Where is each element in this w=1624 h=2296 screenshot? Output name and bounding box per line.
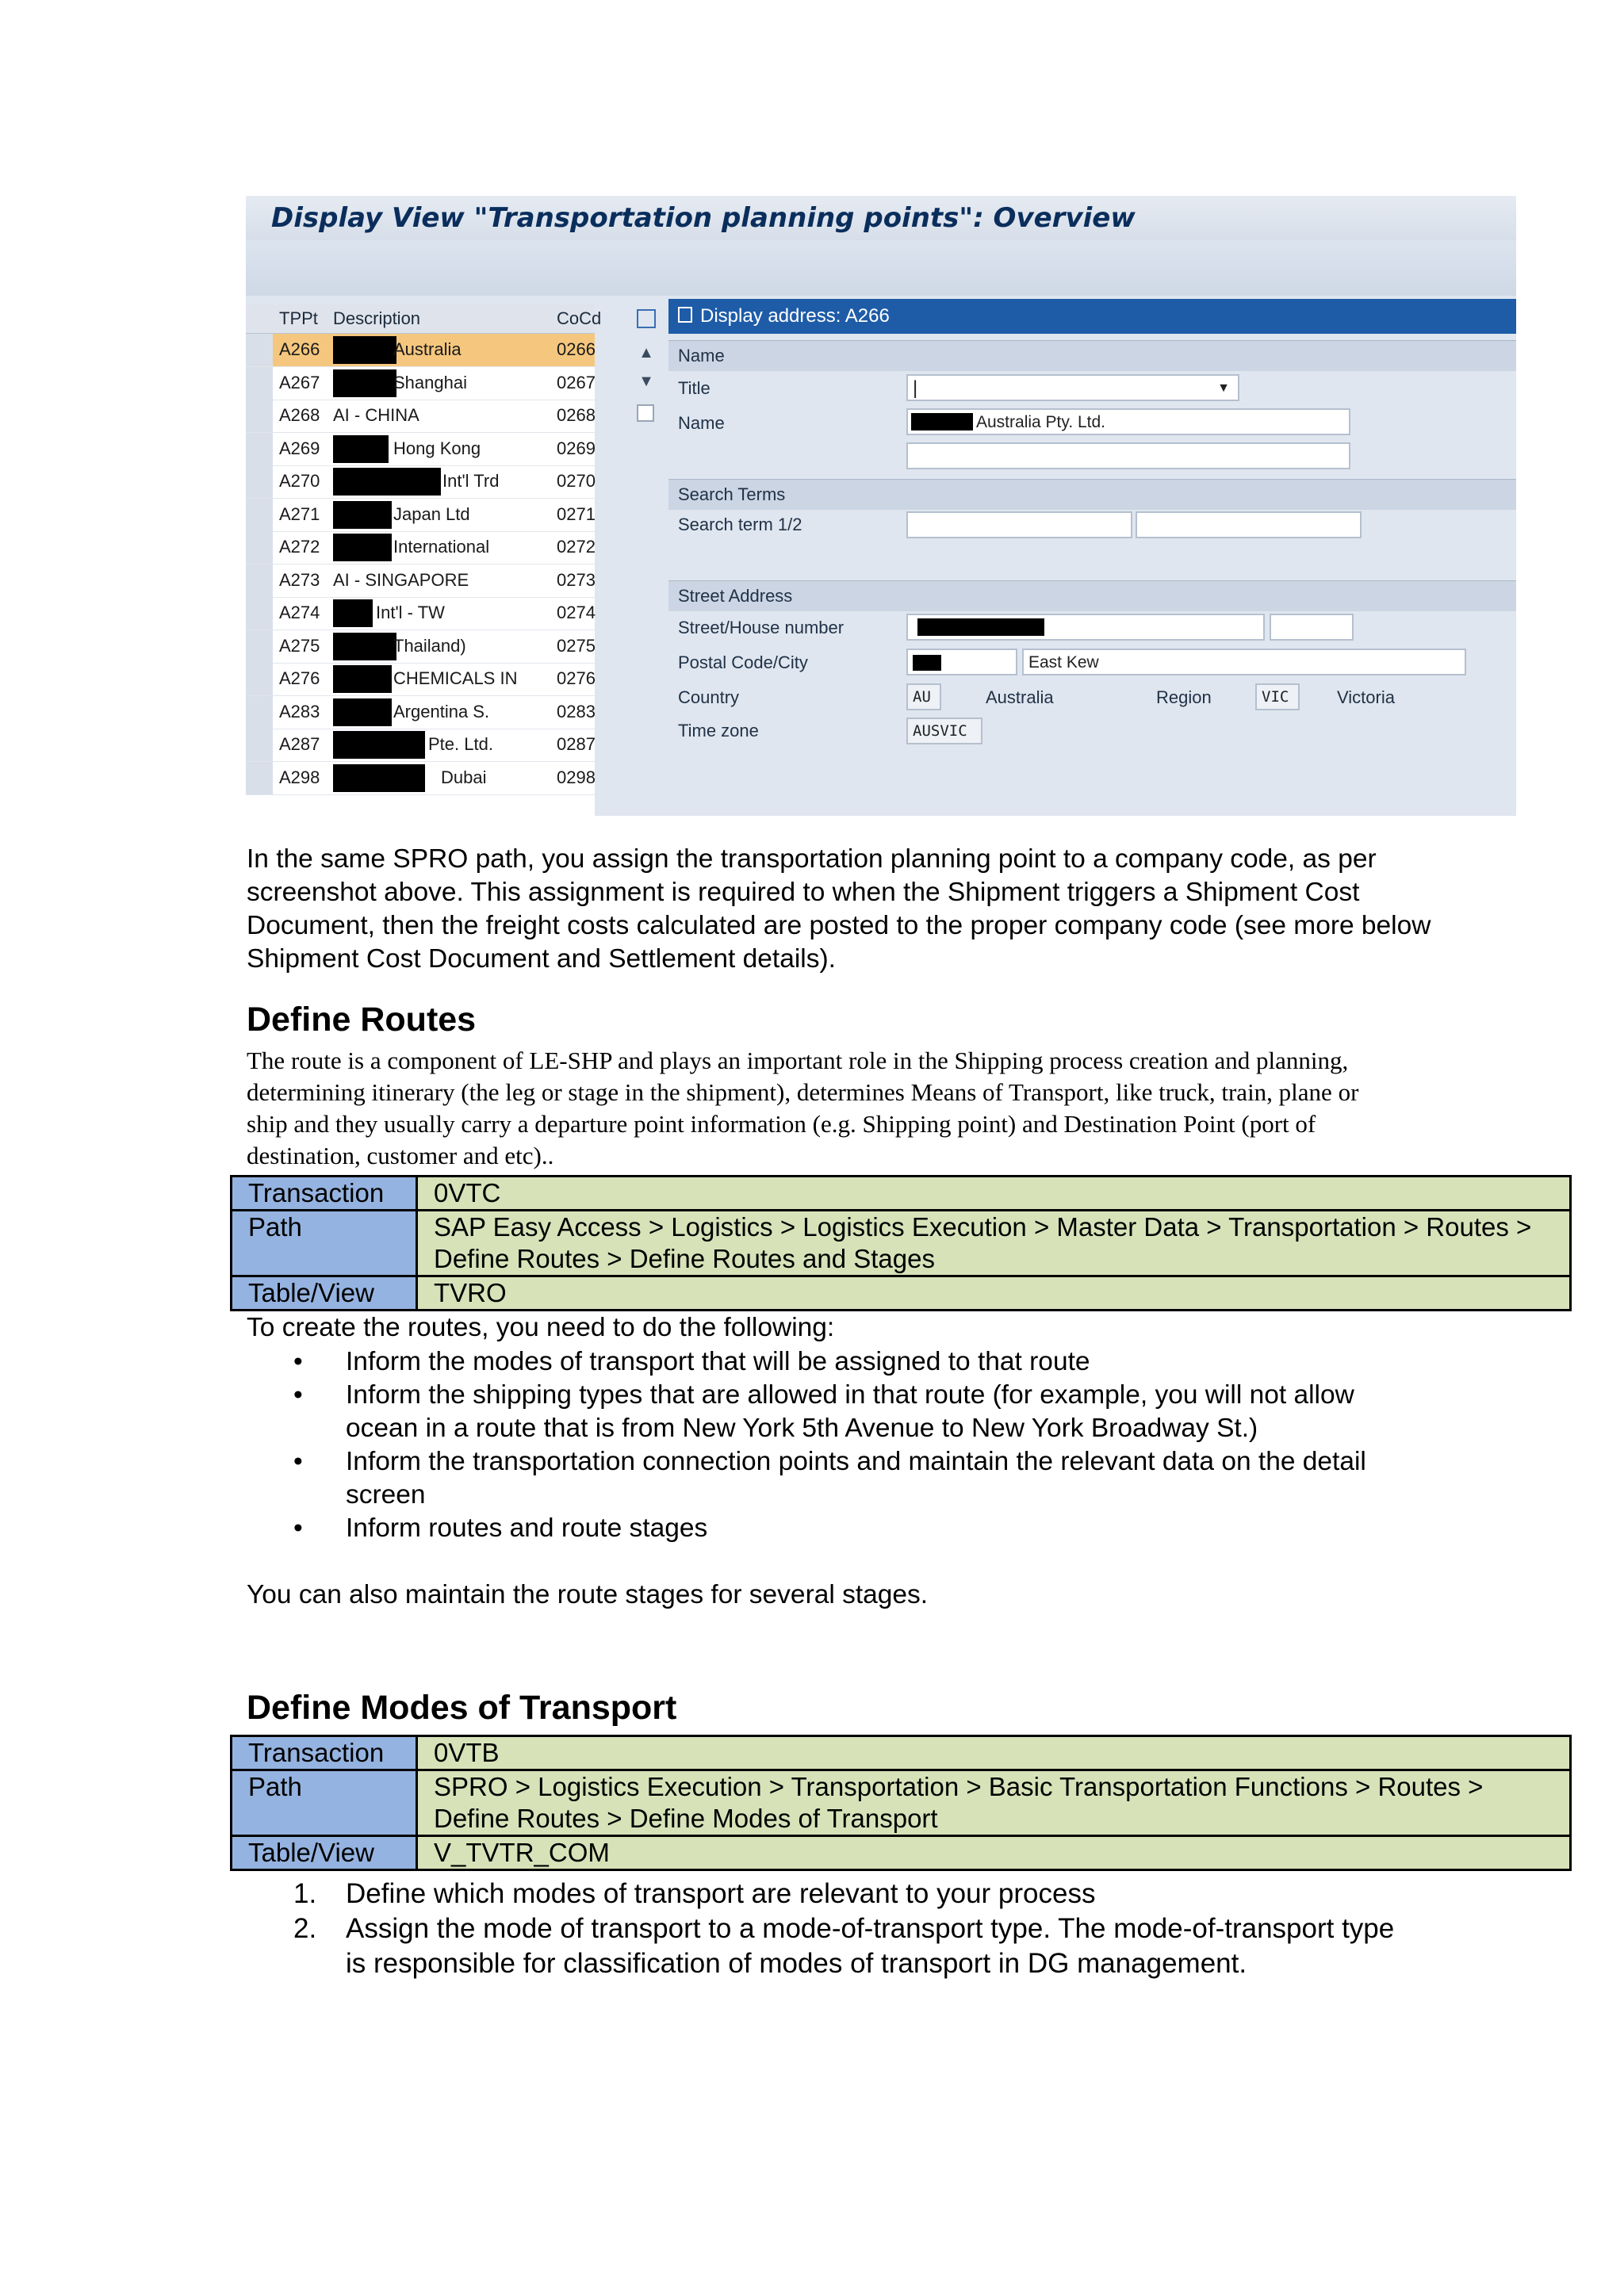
table-row[interactable]: [246, 663, 595, 696]
cell-tppt: A298: [279, 767, 320, 787]
cell-cocd: 0276: [557, 668, 596, 688]
cell-description: Pte. Ltd.: [428, 734, 493, 754]
transaction-value: 0VTC: [417, 1177, 1571, 1211]
step-number: 1.: [293, 1878, 317, 1909]
cell-cocd: 0272: [557, 537, 596, 557]
table-settings-column: [630, 304, 662, 816]
cell-description: Int'l - TW: [376, 603, 445, 622]
cell-cocd: 0275: [557, 635, 596, 656]
cell-cocd: 0269: [557, 438, 596, 458]
country-label: Country: [678, 687, 740, 707]
step-text: Assign the mode of transport to a mode-of-transport type. The mode-of-transport type is responsible for classification of modes of transport in DG management.: [346, 1913, 1395, 1979]
routes-heading: Define Routes: [247, 1001, 477, 1039]
table-row: [232, 1736, 1571, 1770]
cell-cocd: 0283: [557, 701, 596, 721]
table-row[interactable]: [246, 531, 595, 564]
table-header: [246, 304, 602, 334]
search-section: [668, 479, 1516, 510]
table-row: [232, 1177, 1571, 1211]
modes-heading: Define Modes of Transport: [247, 1689, 677, 1727]
transaction-label: Transaction: [232, 1177, 417, 1211]
path-label: Path: [232, 1770, 417, 1836]
redaction-block: [333, 369, 396, 397]
country-code: AU: [913, 688, 931, 706]
cell-tppt: A271: [279, 503, 320, 524]
chevron-down-icon[interactable]: ▼: [1217, 381, 1230, 395]
address-panel-header: [668, 299, 1516, 334]
list-item: • Inform the shipping types that are allowed in that route (for example, you will not allow ocean in a route that is from New York 5th Avenue to New York Broadway St.): [293, 1379, 1404, 1445]
name-section: [668, 340, 1516, 371]
list-item: • Inform the modes of transport that will be assigned to that route: [293, 1345, 1404, 1379]
cell-description: Hong Kong: [393, 438, 481, 458]
redaction-block: [333, 599, 373, 627]
row-selector[interactable]: [246, 762, 273, 794]
col-header-description[interactable]: Description: [333, 308, 421, 328]
routes-info-table: [230, 1175, 1572, 1311]
street-section: [668, 580, 1516, 611]
table-row[interactable]: [246, 334, 595, 367]
cell-description: Argentina S.: [393, 701, 490, 721]
row-selector[interactable]: [246, 367, 273, 400]
street-label: Street/House number: [678, 618, 845, 637]
cell-cocd: 0270: [557, 471, 596, 491]
city-value: East Kew: [1028, 653, 1099, 672]
name-label: Name: [678, 413, 725, 433]
row-selector[interactable]: [246, 531, 273, 564]
redaction-block: [333, 435, 389, 463]
cell-cocd: 0298: [557, 767, 596, 787]
cell-description: AI - CHINA: [333, 405, 419, 425]
table-row[interactable]: [246, 367, 595, 400]
redaction-block: [333, 731, 425, 759]
title-dropdown[interactable]: | ▼: [906, 374, 1239, 401]
name-field-2[interactable]: [906, 442, 1350, 469]
region-label: Region: [1156, 687, 1212, 707]
address-panel: [668, 299, 1516, 816]
search-term-label: Search term 1/2: [678, 515, 802, 534]
cell-cocd: 0267: [557, 372, 596, 392]
table-row[interactable]: [246, 499, 595, 532]
list-item: • Inform the transportation connection points and maintain the relevant data on the detail screen: [293, 1445, 1404, 1512]
path-value: SAP Easy Access > Logistics > Logistics Execution > Master Data > Transportation > Routes > Define Routes > Define Routes and Stages: [417, 1211, 1571, 1276]
row-selector[interactable]: [246, 400, 273, 432]
transaction-value: 0VTB: [417, 1736, 1571, 1770]
path-label: Path: [232, 1211, 417, 1276]
table-view-label: Table/View: [232, 1836, 417, 1870]
name-field[interactable]: [906, 408, 1350, 435]
street-section-label: Street Address: [678, 586, 793, 606]
row-selector[interactable]: [246, 663, 273, 695]
list-item: • Inform routes and route stages: [293, 1512, 1404, 1545]
table-row: [232, 1770, 1571, 1836]
city-field[interactable]: [1022, 649, 1466, 675]
cell-description: International: [393, 537, 490, 557]
cell-tppt: A272: [279, 537, 320, 557]
cell-tppt: A270: [279, 471, 320, 491]
redaction-block: [333, 698, 392, 726]
list-item: [293, 1911, 1404, 1981]
table-view-value: V_TVTR_COM: [417, 1836, 1571, 1870]
cell-tppt: A274: [279, 603, 320, 622]
cell-description: Japan Ltd: [393, 503, 470, 524]
cell-cocd: 0268: [557, 405, 596, 425]
table-settings-icon[interactable]: [637, 309, 656, 328]
cell-cocd: 0271: [557, 503, 596, 524]
table-view-value: TVRO: [417, 1276, 1571, 1311]
cell-tppt: A283: [279, 701, 320, 721]
cell-tppt: A269: [279, 438, 320, 458]
table-row[interactable]: [246, 433, 595, 466]
cell-description: Int'l Trd: [442, 471, 500, 491]
redaction-block: [333, 665, 392, 693]
list-item: [293, 1877, 1404, 1911]
row-selector[interactable]: [246, 334, 273, 366]
table-row[interactable]: [246, 696, 595, 729]
scrollbar-thumb[interactable]: [637, 404, 654, 422]
table-row: [232, 1836, 1571, 1870]
routes-description: The route is a component of LE-SHP and plays an important role in the Shipping process creation and planning, determining itinerary (the leg or stage in the shipment), determines Means of Transport, like truck, train, plane or ship and they usually carry a departure point information (e.g. Shipping point) and Destination Point (port of destination, customer and etc)..: [247, 1047, 1359, 1169]
timezone-value: AUSVIC: [913, 722, 967, 740]
redaction-block: [333, 336, 396, 364]
cell-description: AI - SINGAPORE: [333, 569, 469, 590]
region-code: VIC: [1262, 688, 1289, 706]
name-section-label: Name: [678, 346, 725, 365]
table-row[interactable]: [246, 762, 595, 795]
path-value: SPRO > Logistics Execution > Transportation > Basic Transportation Functions > Routes > Define Routes > Define Modes of Transport: [417, 1770, 1571, 1836]
table-row[interactable]: [246, 630, 595, 664]
row-selector[interactable]: [246, 597, 273, 629]
cell-tppt: A273: [279, 569, 320, 590]
redaction-block: [333, 534, 392, 561]
step-text: Define which modes of transport are relevant to your process: [346, 1878, 1096, 1909]
modes-step-list: [293, 1877, 1404, 1981]
country-code-field[interactable]: [906, 683, 941, 710]
cell-description: Thailand): [393, 635, 466, 656]
postal-code-field[interactable]: [906, 649, 1017, 675]
house-number-field[interactable]: [1270, 614, 1354, 641]
window-title: Display View "Transportation planning points": Overview: [271, 202, 1136, 234]
modes-info-table: [230, 1735, 1572, 1871]
cell-description: Shanghai: [393, 372, 467, 392]
scroll-up-icon[interactable]: ▲: [638, 344, 654, 362]
redaction-block: [333, 501, 392, 529]
tppt-table: [246, 304, 602, 816]
redaction-block: [333, 764, 425, 792]
routes-bullet-list: [293, 1345, 1404, 1545]
routes-closing: You can also maintain the route stages for several stages.: [247, 1580, 929, 1609]
window-title-bar: [246, 196, 1516, 240]
address-panel-title: Display address: A266: [700, 305, 890, 327]
sap-screenshot: [246, 196, 1516, 816]
intro-paragraph: In the same SPRO path, you assign the transportation planning point to a company code, as per screenshot above. This assignment is required to when the Shipment triggers a Shipment Cost Document, then the freight costs calculated are posted to the proper company code (see more below Shipment Cost Document and Settlement details).: [247, 844, 1431, 974]
region-code-field[interactable]: [1255, 683, 1300, 710]
row-selector[interactable]: [246, 564, 273, 597]
row-selector[interactable]: [246, 630, 273, 663]
cell-description: Australia: [393, 339, 462, 359]
row-selector[interactable]: [246, 696, 273, 729]
search-term-2-field[interactable]: [1136, 511, 1362, 538]
country-name: Australia: [986, 687, 1054, 707]
timezone-label: Time zone: [678, 721, 759, 740]
scroll-down-icon[interactable]: ▼: [638, 373, 654, 390]
row-selector[interactable]: [246, 729, 273, 761]
col-header-cocd[interactable]: CoCd: [557, 308, 602, 328]
cell-tppt: A287: [279, 734, 320, 754]
name-value: Australia Pty. Ltd.: [976, 413, 1106, 431]
search-term-1-field[interactable]: [906, 511, 1132, 538]
redaction-block: [333, 633, 396, 660]
cell-cocd: 0266: [557, 339, 596, 359]
cell-tppt: A276: [279, 668, 320, 688]
table-row: [232, 1276, 1571, 1311]
title-label: Title: [678, 378, 710, 398]
table-row: [232, 1211, 1571, 1276]
cell-cocd: 0274: [557, 603, 596, 622]
table-row[interactable]: [246, 400, 595, 433]
cell-tppt: A267: [279, 372, 320, 392]
table-row[interactable]: [246, 729, 595, 762]
toolbar-area: [246, 240, 1516, 296]
cell-cocd: 0273: [557, 569, 596, 590]
cell-tppt: A268: [279, 405, 320, 425]
table-row[interactable]: [246, 465, 595, 499]
cell-description: Dubai: [441, 767, 487, 787]
row-selector[interactable]: [246, 465, 273, 498]
table-row[interactable]: [246, 564, 595, 598]
row-selector[interactable]: [246, 499, 273, 531]
transaction-label: Transaction: [232, 1736, 417, 1770]
table-row[interactable]: [246, 597, 595, 630]
table-view-label: Table/View: [232, 1276, 417, 1311]
timezone-field[interactable]: [906, 718, 982, 744]
row-selector[interactable]: [246, 433, 273, 465]
col-header-tppt[interactable]: TPPt: [279, 308, 318, 328]
street-field[interactable]: [906, 614, 1265, 641]
cell-cocd: 0287: [557, 734, 596, 754]
display-address-icon: [678, 307, 692, 323]
postal-code-label: Postal Code/City: [678, 652, 808, 672]
cell-description: CHEMICALS IN: [393, 668, 518, 688]
cell-tppt: A275: [279, 635, 320, 656]
step-number: 2.: [293, 1913, 317, 1944]
cell-tppt: A266: [279, 339, 320, 359]
search-section-label: Search Terms: [678, 484, 786, 504]
routes-intro: To create the routes, you need to do the following:: [247, 1313, 835, 1342]
region-name: Victoria: [1337, 687, 1395, 707]
redaction-block: [333, 468, 441, 496]
